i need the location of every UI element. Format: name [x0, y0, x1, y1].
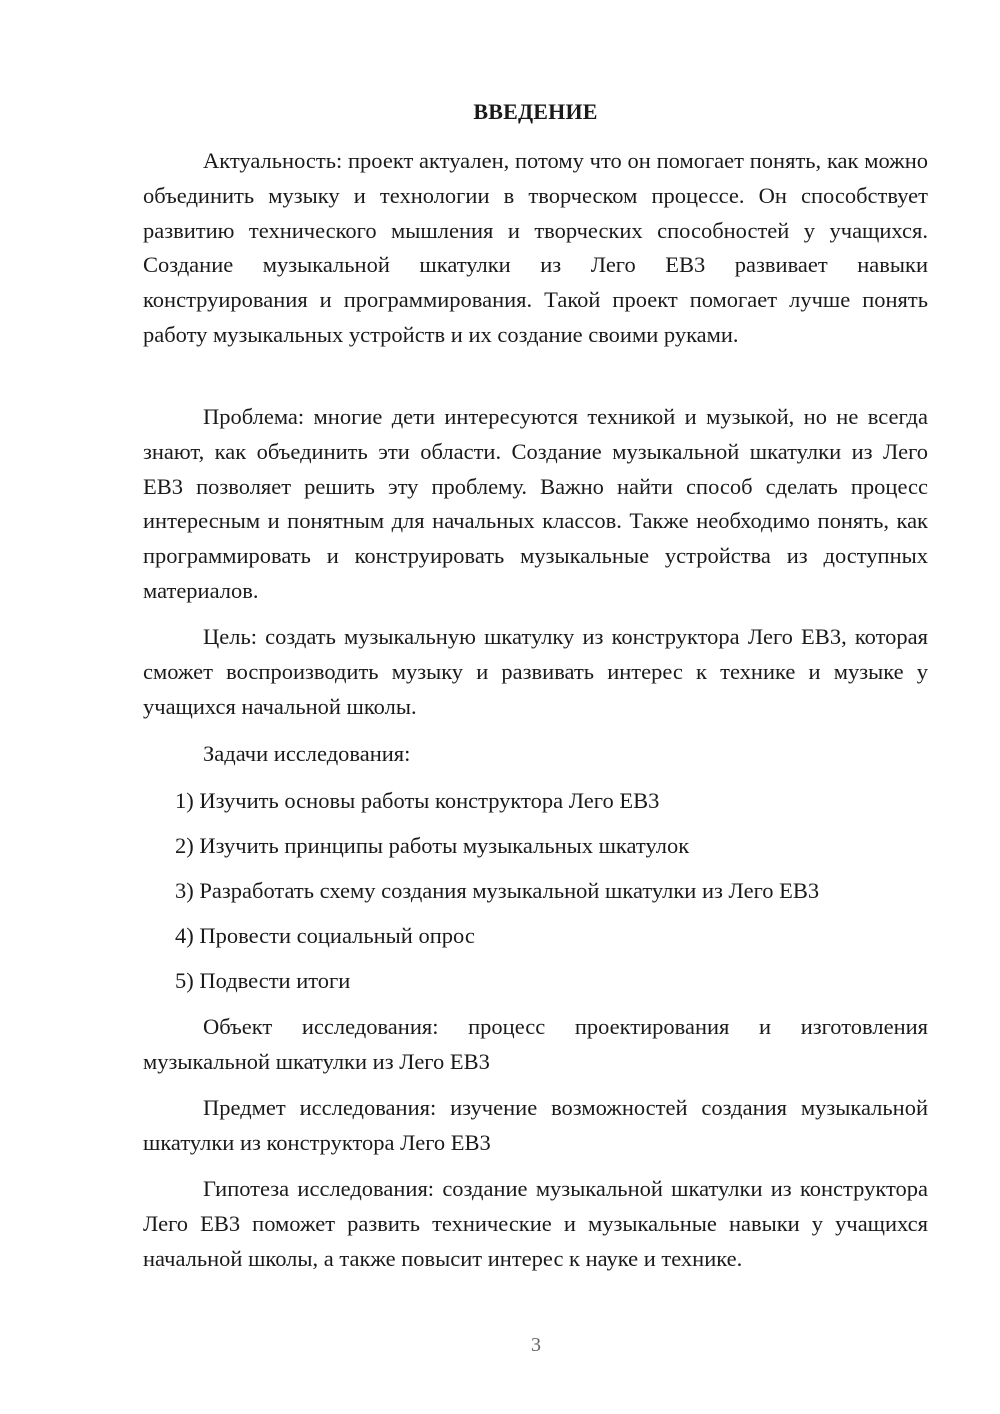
task-item-2	[175, 831, 935, 861]
task-number: 5)	[175, 968, 194, 993]
paragraph-goal: Цель: создать музыкальную шкатулку из конструктора Лего ЕВ3, которая сможет воспроизводить музыку и развивать интерес к технике и музыке у учащихся начальной школы.	[143, 624, 928, 719]
page-number: 3	[531, 1334, 541, 1356]
task-number: 1)	[175, 788, 194, 813]
task-text: Изучить основы работы конструктора Лего ЕВ3	[199, 788, 660, 813]
task-item-3	[175, 876, 935, 906]
paragraph-relevance: Актуальность: проект актуален, потому что он помогает понять, как можно объединить музыку и технологии в творческом процессе. Он способствует развитию технического мышления и творческих способностей у учащихся. Создание музыкальной шкатулки из Лего ЕВ3 развивает навыки конструирования и программирования. Такой проект помогает лучше понять работу музыкальных устройств и их создание своими руками.	[143, 148, 928, 347]
task-number: 4)	[175, 923, 194, 948]
task-item-4	[175, 921, 935, 951]
task-item-1	[175, 786, 935, 816]
paragraph-subject: Предмет исследования: изучение возможностей создания музыкальной шкатулки из конструктора Лего ЕВ3	[143, 1095, 928, 1155]
task-text: Изучить принципы работы музыкальных шкатулок	[199, 833, 690, 858]
page-title: ВВЕДЕНИЕ	[473, 99, 598, 124]
task-number: 3)	[175, 878, 194, 903]
paragraph-hypothesis: Гипотеза исследования: создание музыкальной шкатулки из конструктора Лего ЕВ3 поможет развить технические и музыкальные навыки у учащихся начальной школы, а также повысит интерес к науке и технике.	[143, 1176, 928, 1271]
task-number: 2)	[175, 833, 194, 858]
task-text: Разработать схему создания музыкальной шкатулки из Лего ЕВ3	[199, 878, 820, 903]
paragraph-object: Объект исследования: процесс проектирования и изготовления музыкальной шкатулки из Лего ЕВ3	[143, 1014, 928, 1074]
tasks-heading: Задачи исследования:	[203, 741, 411, 766]
task-item-5	[175, 966, 935, 996]
paragraph-problem: Проблема: многие дети интересуются техникой и музыкой, но не всегда знают, как объединить эти области. Создание музыкальной шкатулки из Лего ЕВ3 позволяет решить эту проблему. Важно найти способ сделать процесс интересным и понятным для начальных классов. Также необходимо понять, как программировать и конструировать музыкальные устройства из доступных материалов.	[143, 404, 928, 603]
task-text: Провести социальный опрос	[199, 923, 475, 948]
task-text: Подвести итоги	[199, 968, 351, 993]
